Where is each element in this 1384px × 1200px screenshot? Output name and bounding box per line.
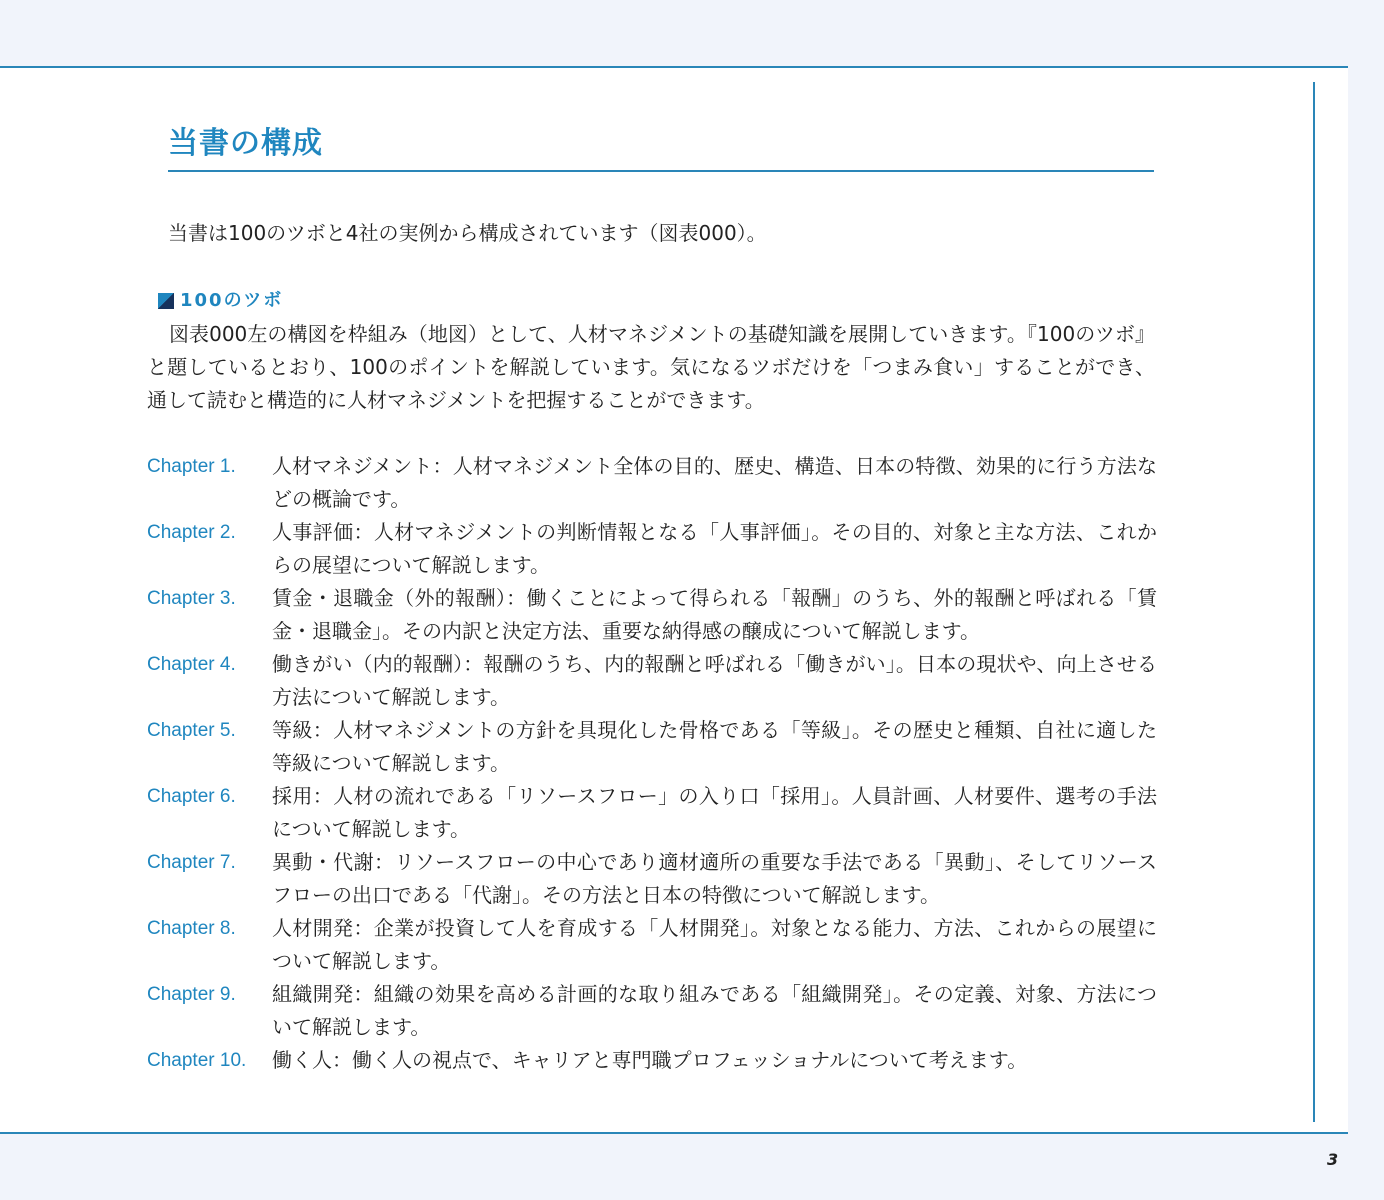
chapter-description: 採用：人材の流れである「リソースフロー」の入り口「採用」。人員計画、人材要件、選考の手法について解説します。 xyxy=(272,784,1157,841)
chapter-label: Chapter 7. xyxy=(147,852,236,873)
section-heading xyxy=(158,288,283,314)
chapter-item xyxy=(147,648,1157,714)
chapter-description: 人材開発：企業が投資して人を育成する「人材開発」。対象となる能力、方法、これからの展望について解説します。 xyxy=(272,916,1157,973)
chapter-label: Chapter 9. xyxy=(147,984,236,1005)
chapter-description: 働く人：働く人の視点で、キャリアと専門職プロフェッショナルについて考えます。 xyxy=(272,1048,1028,1072)
chapter-item xyxy=(147,780,1157,846)
chapter-item xyxy=(147,1044,1157,1077)
chapter-label: Chapter 6. xyxy=(147,786,236,807)
chapter-description: 人材マネジメント：人材マネジメント全体の目的、歴史、構造、日本の特徴、効果的に行う方法などの概論です。 xyxy=(272,454,1157,511)
chapter-item xyxy=(147,516,1157,582)
intro-paragraph: 当書は100のツボと4社の実例から構成されています（図表000）。 xyxy=(168,221,767,245)
chapter-label: Chapter 3. xyxy=(147,588,236,609)
chapter-description: 組織開発：組織の効果を高める計画的な取り組みである「組織開発」。その定義、対象、方法について解説します。 xyxy=(272,982,1157,1039)
chapter-description: 働きがい（内的報酬）：報酬のうち、内的報酬と呼ばれる「働きがい」。日本の現状や、向上させる方法について解説します。 xyxy=(272,652,1157,709)
page-number: 3 xyxy=(1327,1150,1339,1169)
square-bullet-icon xyxy=(158,293,174,309)
chapter-list xyxy=(147,450,1157,1077)
right-margin-rule xyxy=(1313,82,1315,1122)
chapter-description: 等級：人材マネジメントの方針を具現化した骨格である「等級」。その歴史と種類、自社に適した等級について解説します。 xyxy=(272,718,1157,775)
chapter-item xyxy=(147,978,1157,1044)
chapter-label: Chapter 8. xyxy=(147,918,236,939)
page xyxy=(0,66,1348,1134)
chapter-item xyxy=(147,714,1157,780)
chapter-description: 異動・代謝：リソースフローの中心であり適材適所の重要な手法である「異動」、そしてリソースフローの出口である「代謝」。その方法と日本の特徴について解説します。 xyxy=(272,850,1157,907)
chapter-label: Chapter 4. xyxy=(147,654,236,675)
section-heading-text: 100のツボ xyxy=(180,290,284,311)
chapter-item xyxy=(147,912,1157,978)
chapter-label: Chapter 10. xyxy=(147,1050,247,1071)
chapter-item xyxy=(147,846,1157,912)
section-body: 図表000左の構図を枠組み（地図）として、人材マネジメントの基礎知識を展開していきます。『100のツボ』と題しているとおり、100のポイントを解説しています。気になるツボだけを「つまみ食い」することができ、通して読むと構造的に人材マネジメントを把握することができます。 xyxy=(147,322,1155,412)
chapter-description: 人事評価：人材マネジメントの判断情報となる「人事評価」。その目的、対象と主な方法、これからの展望について解説します。 xyxy=(272,520,1157,577)
chapter-label: Chapter 2. xyxy=(147,522,236,543)
page-title: 当書の構成 xyxy=(168,124,1154,172)
chapter-item xyxy=(147,582,1157,648)
chapter-description: 賃金・退職金（外的報酬）：働くことによって得られる「報酬」のうち、外的報酬と呼ばれる「賃金・退職金」。その内訳と決定方法、重要な納得感の醸成について解説します。 xyxy=(272,586,1157,643)
chapter-label: Chapter 5. xyxy=(147,720,236,741)
chapter-label: Chapter 1. xyxy=(147,456,236,477)
chapter-item xyxy=(147,450,1157,516)
